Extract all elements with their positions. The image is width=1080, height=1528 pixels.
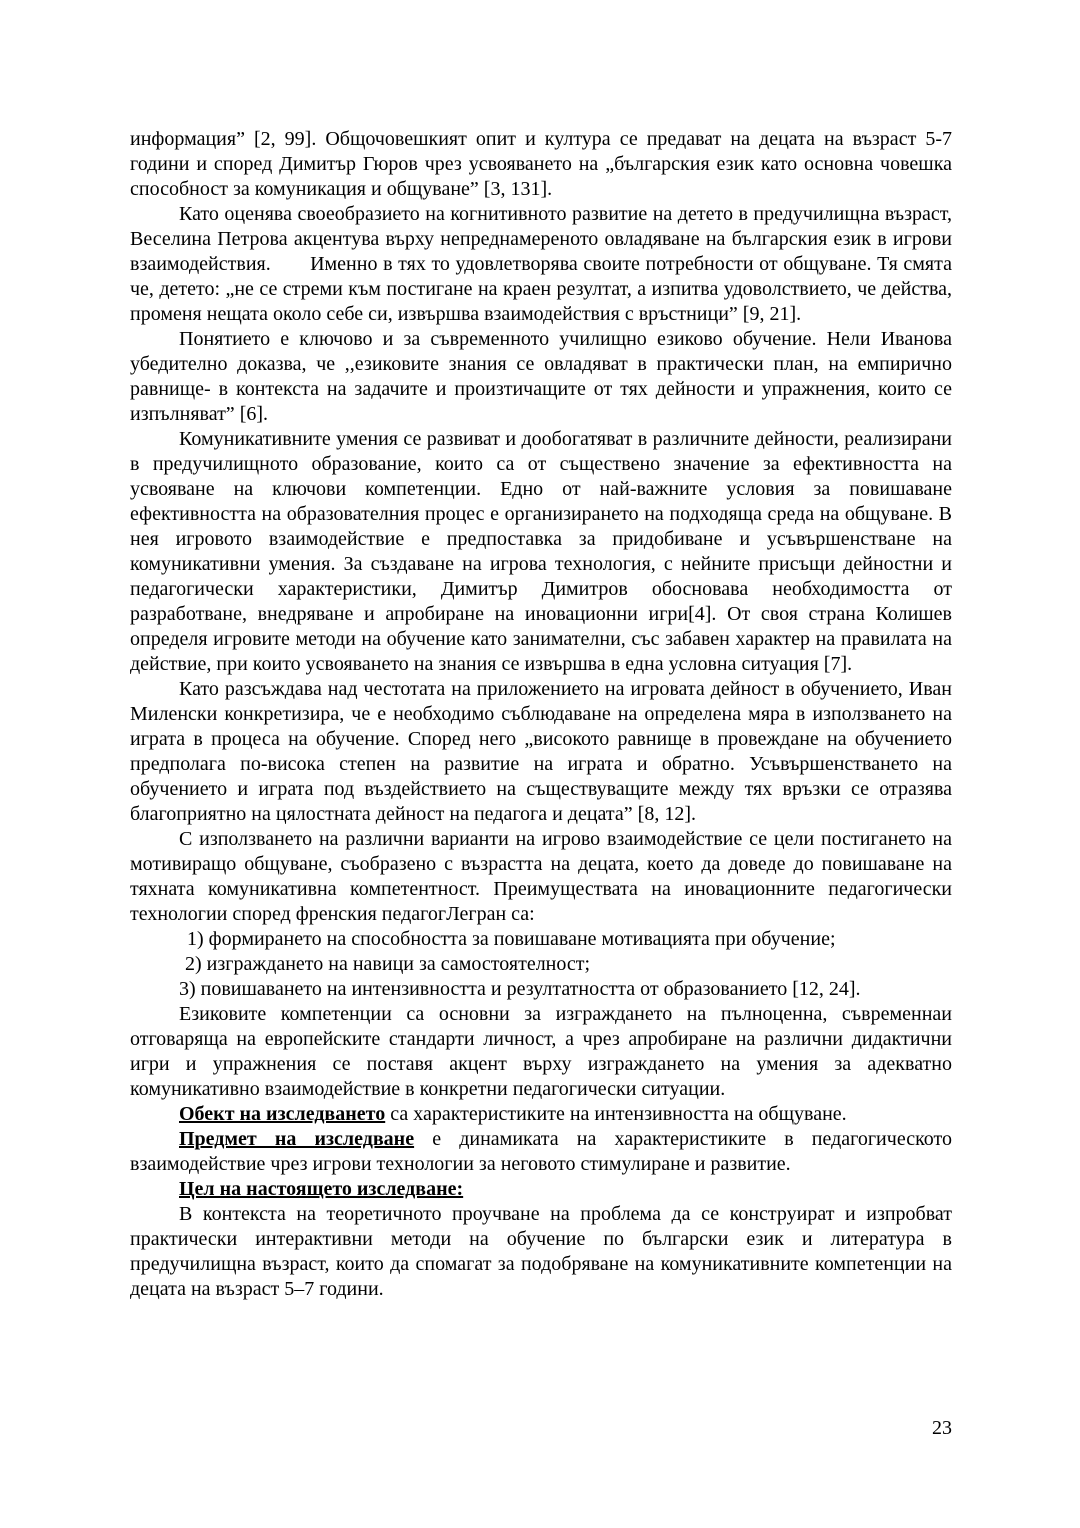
research-object-text: са характеристиките на интензивността на общуване. bbox=[385, 1103, 847, 1125]
research-goal-text: В контекста на теоретичното проучване на проблема да се конструират и изпробват практически интерактивни методи на обучение по български език и литература в предучилищна възраст, които да спомагат за подобряване на комуникативните компетенции на децата на възраст 5–7 години. bbox=[130, 1203, 952, 1300]
paragraph-language-competences: Езиковите компетенции са основни за изграждането на пълноценна, съвременнаи отговаряща на европейските стандарти личност, а чрез апробиране на различни дидактични игри и упражнения се поставя акцент върху изграждането на умения за адекватно комуникативно взаимодействие в конкретни педагогически ситуации. bbox=[130, 1003, 952, 1100]
paragraph-legrand: С използването на различни варианти на игрово взаимодействие се цели постигането на мотивиращо общуване, съобразено с възрастта на децата, което да доведе до повишаване на тяхната комуникативна компетентност. Преимуществата на иновационните педагогически технологии според френския педагогЛегран са: bbox=[130, 828, 952, 925]
paragraph-ivanova: Понятието е ключово и за съвременното училищно езиково обучение. Нели Иванова убедително доказва, че ,,езиковите знания се овладяват в практически план, на емпирично равнище- в контекста на задачите и произтичащите от тях дейности и упражнения, които се изпълняват” [6]. bbox=[130, 328, 952, 425]
research-subject bbox=[130, 1127, 952, 1177]
research-goal-label: Цел на настоящето изследване: bbox=[179, 1178, 464, 1200]
research-subject-label: Предмет на изследване bbox=[179, 1128, 415, 1150]
paragraph-continuation: информация” [2, 99]. Общочовешкият опит и култура се предават на децата на възраст 5-7 години и според Димитър Гюров чрез усвояването на „българския език като основна човешка способност за комуникация и общуване” [3, 131]. bbox=[130, 128, 952, 200]
body-text bbox=[130, 127, 957, 1302]
paragraph-milenski: Като разсъждава над честотата на приложението на игровата дейност в обучението, Иван Миленски конкретизира, че е необходимо съблюдаване на определена мяра в използването на играта в процеса на обучение. Според него „високото равнище в провеждане на обучението предполага по-висока степен на развитие на играта и обратно. Усъвършенстването на обучението и играта под въздействието на съществуващите между тях връзки се отразява благоприятно на цялостната дейност на педагога и децата” [8, 12]. bbox=[130, 678, 952, 825]
list-item: 1) формирането на способността за повишаване мотивацията при обучение; bbox=[187, 928, 836, 950]
paragraph-communicative-skills: Комуникативните умения се развиват и дообогатяват в различните дейности, реализирани в предучилищното образование, които са от съществено значение за ефективността на усвояване на ключови компетенции. Едно от най-важните условия за повишаване ефективността на образователния процес е организирането на подходяща среда на общуване. В нея игровото взаимодействие е предпоставка за придобиване и усъвършенстване на комуникативни умения. За създаване на игрова технология, с нейните присъщи дейностни и педагогически характеристики, Димитър Димитров обосновава необходимостта от разработване, внедряване и апробиране на иновационни игри[4]. От своя страна Колишев определя игровите методи на обучение като занимателни, със забавен характер на правилата на действие, при които усвояването на знания се извършва в една условна ситуация [7]. bbox=[130, 428, 952, 675]
page-number: 23 bbox=[932, 1417, 952, 1439]
list-item: 3) повишаването на интензивността и резултатността от образованието [12, 24]. bbox=[179, 978, 861, 1000]
research-object bbox=[130, 1102, 952, 1127]
research-goal-heading bbox=[130, 1177, 952, 1202]
list-item: 2) изграждането на навици за самостоятелност; bbox=[185, 953, 591, 975]
research-subject-text: е динамиката на характеристиките в педагогическото взаимодействие чрез игрови технологии за неговото стимулиране и развитие. bbox=[130, 1128, 952, 1175]
paragraph-petrova: Като оценява своеобразието на когнитивното развитие на детето в предучилищна възраст, Веселина Петрова акцентува върху непреднамереното овладяване на българския език в игрови взаимодействия. Именно в тях то удовлетворява своите потребности от общуване. Тя смята че, детето: „не се стреми към постигане на краен резултат, а изпитва удоволствието, че действа, променя нещата около себе си, извършва взаимодействия с връстници” [9, 21]. bbox=[130, 203, 957, 325]
research-object-label: Обект на изследването bbox=[179, 1103, 386, 1125]
